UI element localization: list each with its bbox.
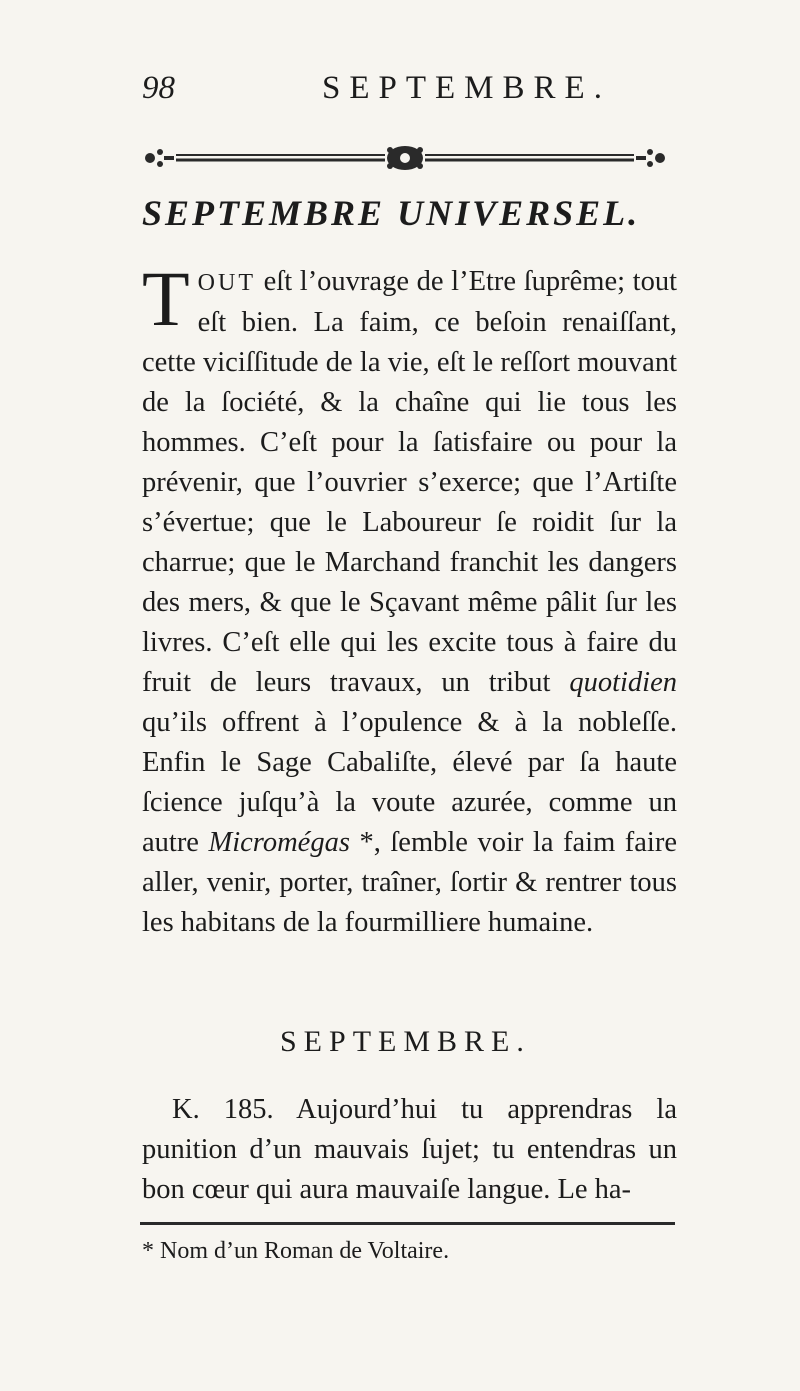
footnote-reference: * (349, 827, 374, 858)
left-fleuron-icon (145, 149, 174, 167)
ornament-rule (140, 140, 670, 176)
lead-smallcaps: OUT (197, 270, 256, 296)
section-title: SEPTEMBRE UNIVERSEL. (142, 193, 641, 233)
paragraph-text-1: eſt l’ouvrage de l’Etre ſuprême; tout eſt bien. La faim, ce beſoin renaiſſant, cette viciſſitude de la vie, eſt le reſſort mouvant de la ſociété, & la chaîne qui lie tous les hommes. C’eſt pour la ſatisfaire ou pour la prévenir, que l’ouvrier s’exerce; que l’Artiſte s’évertue; que le Laboureur ſe roidit ſur la charrue; que le Marchand franchit les dangers des mers, & que le Sçavant même pâlit ſur les livres. C’eſt elle qui les excite tous à faire du fruit de leurs travaux, un tribut (142, 266, 677, 698)
month-heading: SEPTEMBRE. (280, 1025, 531, 1058)
running-head (142, 70, 662, 120)
footnote-mark: * (142, 1238, 154, 1264)
paragraph-text-2: qu’ils offrent à l’opulence & à la nobleſſe. Enfin le Sage Cabaliſte, élevé par ſa haute ſcience juſqu’à la voute azurée, comme un autre (142, 707, 677, 858)
drop-cap: T (142, 255, 190, 342)
running-title: SEPTEMBRE. (322, 70, 611, 106)
main-paragraph (142, 255, 677, 943)
footnote (142, 1238, 449, 1265)
right-fleuron-icon (636, 149, 665, 167)
right-rule (425, 155, 634, 160)
center-fleuron-icon (387, 146, 423, 170)
paragraph-text-3: , ſemble voir la faim faire aller, venir, porter, traîner, ſortir & rentrer tous les habitans de la fourmilliere humaine. (142, 827, 677, 938)
left-rule (176, 155, 385, 160)
footnote-text: Nom d’un Roman de Voltaire. (154, 1238, 450, 1264)
footnote-rule (140, 1222, 675, 1225)
calendar-entry: K. 185. Aujourd’hui tu apprendras la punition d’un mauvais ſujet; tu entendras un bon cœur qui aura mauvaiſe langue. Le ha- (142, 1094, 677, 1205)
italic-micromegas: Micromégas (208, 827, 350, 858)
page-number: 98 (142, 70, 175, 106)
italic-quotidien: quotidien (569, 667, 677, 698)
